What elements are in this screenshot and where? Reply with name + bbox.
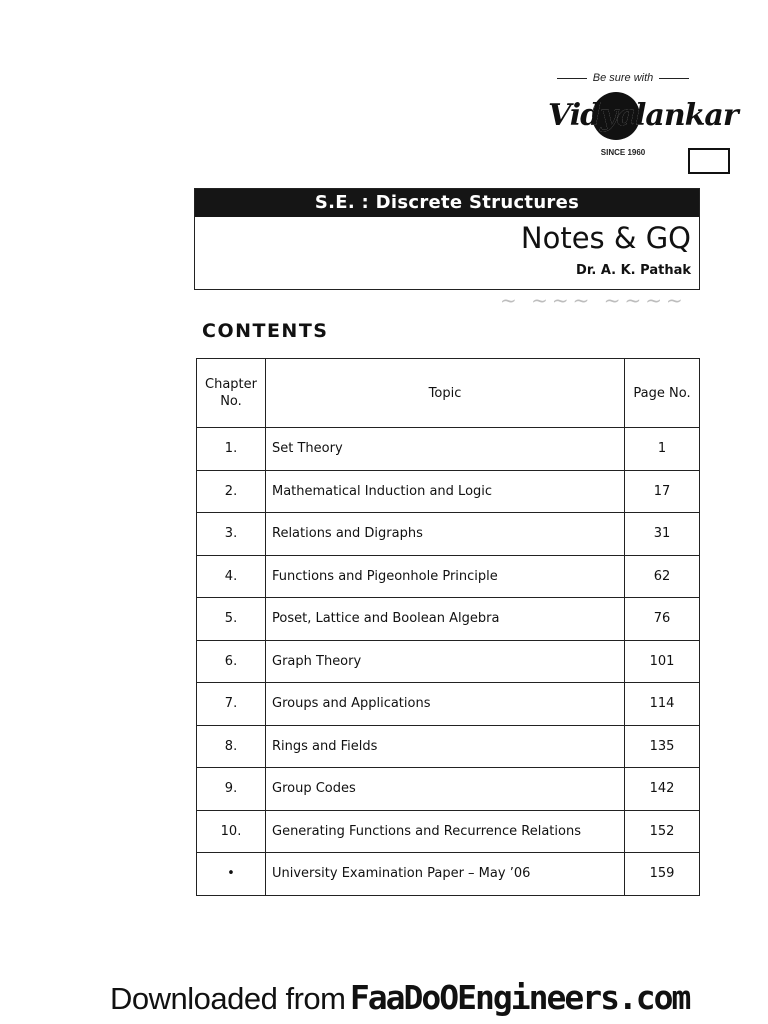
chapter-topic: Mathematical Induction and Logic — [266, 470, 625, 513]
table-row — [197, 725, 700, 768]
download-footer — [110, 978, 689, 1017]
chapter-topic: Functions and Pigeonhole Principle — [266, 555, 625, 598]
chapter-page: 114 — [625, 683, 700, 726]
table-header-row — [197, 359, 700, 428]
chapter-topic: Graph Theory — [266, 640, 625, 683]
table-row — [197, 513, 700, 556]
table-row — [197, 470, 700, 513]
chapter-number: 6. — [197, 640, 266, 683]
chapter-topic: Set Theory — [266, 428, 625, 471]
chapter-number: 7. — [197, 683, 266, 726]
header-page-no: Page No. — [625, 359, 700, 428]
chapter-number: 9. — [197, 768, 266, 811]
title-frame — [194, 188, 700, 290]
chapter-number: 8. — [197, 725, 266, 768]
contents-heading: CONTENTS — [202, 320, 329, 342]
chapter-topic: Generating Functions and Recurrence Relations — [266, 810, 625, 853]
logo-tagline: Be sure with — [548, 72, 698, 84]
footer-prefix: Downloaded from — [110, 981, 346, 1016]
chapter-number: 5. — [197, 598, 266, 641]
footer-brand: FaaDoOEngineers.com — [349, 978, 690, 1017]
empty-box-mark — [688, 148, 730, 174]
chapter-page: 101 — [625, 640, 700, 683]
chapter-page: 76 — [625, 598, 700, 641]
header-chapter-no: Chapter No. — [197, 359, 266, 428]
chapter-number: 4. — [197, 555, 266, 598]
table-row — [197, 768, 700, 811]
contents-table — [196, 358, 700, 896]
logo-wordmark: Vidyalankar — [548, 98, 738, 133]
chapter-page: 159 — [625, 853, 700, 896]
logo-since: SINCE 1960 — [600, 148, 646, 157]
chapter-page: 152 — [625, 810, 700, 853]
chapter-number: 3. — [197, 513, 266, 556]
chapter-topic: Group Codes — [266, 768, 625, 811]
chapter-page: 17 — [625, 470, 700, 513]
table-row — [197, 598, 700, 641]
header-topic: Topic — [266, 359, 625, 428]
chapter-page: 142 — [625, 768, 700, 811]
chapter-topic: Rings and Fields — [266, 725, 625, 768]
chapter-topic: University Examination Paper – May ’06 — [266, 853, 625, 896]
subject-title-bar: S.E. : Discrete Structures — [195, 189, 699, 217]
chapter-number: • — [197, 853, 266, 896]
table-row — [197, 853, 700, 896]
chapter-number: 2. — [197, 470, 266, 513]
chapter-page: 135 — [625, 725, 700, 768]
table-row — [197, 640, 700, 683]
vidyalankar-logo — [548, 70, 738, 165]
chapter-topic: Poset, Lattice and Boolean Algebra — [266, 598, 625, 641]
table-row — [197, 810, 700, 853]
chapter-page: 31 — [625, 513, 700, 556]
chapter-page: 1 — [625, 428, 700, 471]
chapter-number: 1. — [197, 428, 266, 471]
chapter-page: 62 — [625, 555, 700, 598]
table-row — [197, 555, 700, 598]
handwritten-scribble: ~ ~~~ ~~~~ — [500, 288, 687, 312]
author-name: Dr. A. K. Pathak — [576, 263, 691, 278]
chapter-topic: Relations and Digraphs — [266, 513, 625, 556]
table-row — [197, 428, 700, 471]
chapter-number: 10. — [197, 810, 266, 853]
chapter-topic: Groups and Applications — [266, 683, 625, 726]
table-row — [197, 683, 700, 726]
book-title: Notes & GQ — [520, 221, 691, 255]
